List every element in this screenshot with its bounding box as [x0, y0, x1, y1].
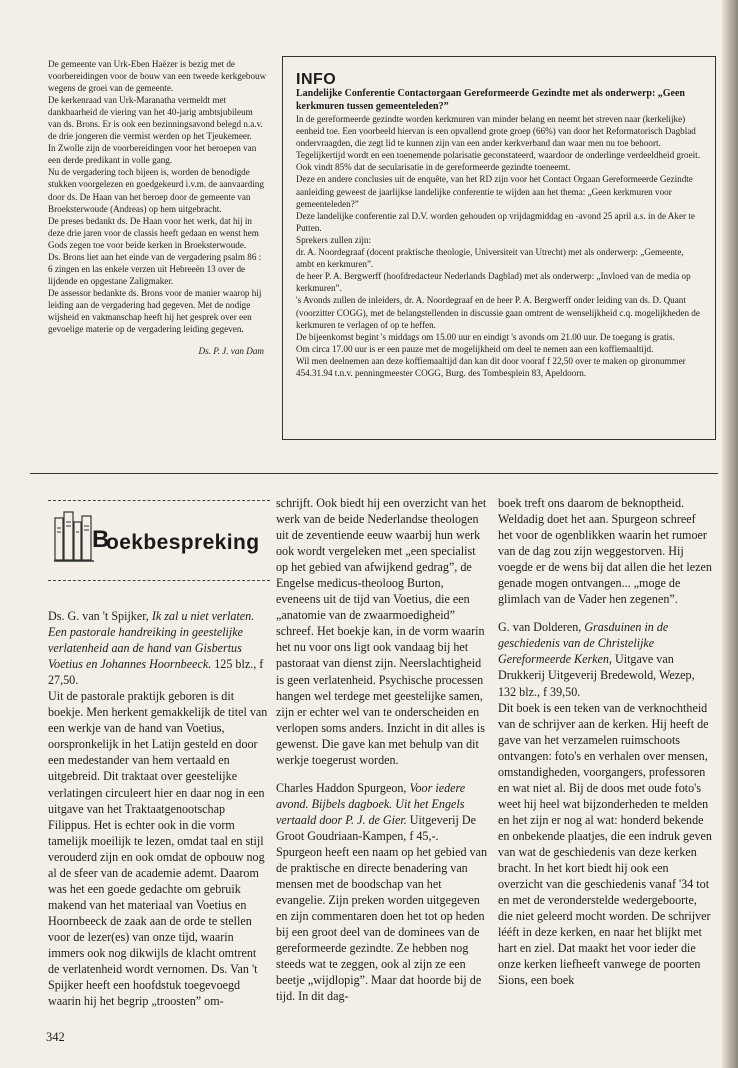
news-paragraph: De gemeente van Urk-Eben Haëzer is bezig met de voorbereidingen voor de bouw van een tweede kerkgebouw wegens de groei van de gemeente. — [48, 59, 267, 94]
book-review-text: boek treft ons daarom de beknoptheid. Weldadig doet het aan. Spurgeon schreef het voor de ogenblikken waarin het rumoer van de dag zou zijn weggestorven. Hij voegde er de wens bij dat allen die het lezen genade mogen ontvangen... „moge de glimlach van de Vader hen zegenen”. — [498, 496, 712, 607]
news-paragraph: In Zwolle zijn de voorbereidingen voor het beroepen van een derde predikant in volle gang. — [48, 143, 257, 166]
book-entry-heading — [498, 619, 712, 699]
book-title: Grasduinen in de geschiedenis van de Christelijke Gereformeerde Kerken, — [498, 620, 669, 667]
book-entry-heading — [276, 780, 488, 844]
info-paragraph: dr. A. Noordegraaf (docent praktische theologie, Universiteit van Utrecht) met als onderwerp: „Gemeente, ambt en kerkmuren”. — [296, 247, 684, 270]
info-heading: Landelijke Conferentie Contactorgaan Gereformeerde Gezindte met als onderwerp: „Geen kerkmuren tussen gemeenteleden?” — [296, 88, 685, 112]
book-title: Ik zal u niet verlaten. Een pastorale handreiking in geestelijke verlatenheid aan de hand van Gisbertus Voetius en Johannes Hoornbeeck. — [48, 609, 255, 672]
section-title: oekbespreking — [106, 531, 260, 554]
logo-initial: B — [92, 526, 110, 553]
book-title: Voor iedere avond. Bijbels dagboek. Uit het Engels vertaald door P. J. de Gier. — [276, 780, 466, 827]
book-review-text: Uit de pastorale praktijk geboren is dit boekje. Men herkent gemakkelijk de titel van een werkje van de hand van Voetius, oorspronkelijk in het Latijn gesteld en door een medestander van hem vertaald en uitgebreid. Dit traktaat over geestelijke verlatingen circuleert hier en daar nog in een uitgave van het Traktaatgenootschap Filippus. Het is echter ook in die vorm tamelijk moeilijk te lezen, omdat taal en stijl verouderd zijn en ook omdat de opbouw nog al de sfeer van de academie ademt. Daarom was het een goede gedachte om gebruik makend van het materiaal van Voetius en Hoornbeeck de zaak aan de orde te stellen voor de lezer(es) van onze tijd, waarin immers ook nog dikwijls de klacht omtrent de verlatenheid wordt vernomen. Ds. Van 't Spijker heeft een hoofdstuk toegevoegd waarin hij het begrip „troosten” om- — [48, 689, 268, 1009]
review-column-3 — [498, 495, 712, 988]
news-paragraph: De preses bedankt ds. De Haan voor het werk, dat hij in deze drie jaren voor de classis heeft gedaan en wenst hem Gods zegen toe voor beide kerken in Broeksterwoude. — [48, 215, 259, 250]
book-review-text: Dit boek is een teken van de verknochtheid van de schrijver aan de kerken. Hij heeft de gave van het verzamelen ruimschoots ontvangen: foto's en verhalen over mensen, omstandigheden, voorgangers, professoren en wat niet al. Bij de doos met oude foto's weet hij heel wat bijzonderheden te melden en het zijn er nog al wat: honderd bekende en onbekende plaatjes, die een indruk geven van wat de geschiedenis van deze kerken bracht. In het kort biedt hij ook een overzicht van die geschiedenis vanaf '34 tot en met de veronderstelde wedergeboorte, die niet geleerd mocht worden. De schrijver lééft in deze kerken, en naar het blijkt met hart en ziel. Dat maakt het voor ieder die onze kerken liefheeft vanwege de poorten Sions, een boek — [498, 700, 712, 988]
info-paragraph: De bijeenkomst begint 's middags om 15.00 uur en eindigt 's avonds om 21.00 uur. De toegang is gratis. — [296, 331, 675, 342]
news-paragraph: De assessor bedankte ds. Brons voor de manier waarop hij leiding aan de vergadering had gegeven. Met de nodige wijsheid en vakmanschap heeft hij het gesprek over een gevoelige materie op de vergadering leiding gegeven. — [48, 287, 262, 335]
book-author: Charles Haddon Spurgeon, — [276, 780, 410, 795]
info-paragraph: Deze landelijke conferentie zal D.V. worden gehouden op vrijdagmiddag en -avond 25 april a.s. in de Aker te Putten. — [296, 210, 695, 233]
book-meta: Uitgeverij De Groot Goudriaan-Kampen, f 45,-. — [276, 812, 476, 843]
dashed-rule — [48, 500, 270, 501]
news-paragraph: De kerkenraad van Urk-Maranatha vermeldt met dankbaarheid de viering van het 40-jarig ambtsjubileum van ds. Brons. Er is ook een bezinningsavond belegd n.a.v. de drie jongeren die vermist werden op het Tjeukemeer. — [48, 95, 263, 142]
info-paragraph: Om circa 17.00 uur is er een pauze met de mogelijkheid om deel te nemen aan een koffiemaaltijd. — [296, 343, 654, 354]
book-meta: Uitgave van Drukkerij Uitgeverij Bredewold, Wezep, 132 blz., f 39,50. — [498, 652, 695, 699]
book-review-header — [48, 496, 270, 586]
book-entry-heading — [48, 608, 270, 688]
info-paragraph: In de gereformeerde gezindte worden kerkmuren van minder belang en neemt het streven naar (kerkelijke) eenheid toe. Een voorbeeld hiervan is een opvallend grote groep (66%) van door het Reformatorisch Dagblad ondervraagden, die zegt lid te kunnen zijn van een ander kerkverband dan waar men nu toe behoort. Tegelijkertijd wordt en een toenemende polarisatie geconstateerd, waardoor de onderlinge verdeeldheid groeit. Ook vindt 85% dat de secularisatie in de gereformeerde gezindte toeneemt. — [296, 114, 700, 173]
book-author: G. van Dolderen, — [498, 620, 585, 635]
news-column — [48, 58, 268, 357]
book-review-text: schrijft. Ook biedt hij een overzicht van het werk van de beide Nederlandse theologen uit de zeventiende eeuw waarbij hun werk ook wordt vergeleken met „een specialist op het gebied van afwijkend gedrag”, de Engelse medicus-theoloog Burton, eveneens uit de tijd van Voetius, die een „anatomie van de zwaarmoedigheid” schreef. Het boekje kan, in de vorm waarin het nu voor ons ligt ook vandaag bij het pastoraat van dienst zijn. Neerslachtigheid is geen verlatenheid. Psychische processen hangen wel terdege met geestelijke samen, zijn er echter wel van te onderscheiden en verlopen soms anders. Inzicht in dit alles is gewenst. Die gave kan met behulp van dit werkje toegerust worden. — [276, 496, 487, 767]
info-paragraph: Deze en andere conclusies uit de enquête, van het RD zijn voor het Contact Orgaan Gereformeerde Gezindte aanleiding geweest de jaarlijkse landelijke conferentie te wijden aan het thema: „Geen kerkmuren voor gemeenteleden?” — [296, 174, 693, 209]
news-paragraph: Nu de vergadering toch bijeen is, worden de benodigde stukken voorgelezen en goedgekeurd i.v.m. de aanvaarding door ds. De Haan van het beroep door de gemeente van Broeksterwoude (Andreas) op hem uitgebracht. — [48, 167, 264, 214]
info-paragraph: de heer P. A. Bergwerff (hoofdredacteur Nederlands Dagblad) met als onderwerp: „Invloed van de media op kerkmuren”. — [296, 271, 691, 294]
info-box — [282, 56, 716, 440]
book-meta: 125 blz., f 27,50. — [48, 657, 264, 688]
page-number: 342 — [46, 1030, 65, 1044]
review-column-1 — [48, 608, 270, 1009]
book-review-logo — [48, 496, 270, 586]
info-title: INFO — [296, 71, 337, 88]
section-divider — [30, 473, 718, 474]
dashed-rule — [48, 580, 270, 581]
book-review-text: Spurgeon heeft een naam op het gebied van de praktische en directe benadering van mensen met de boodschap van het evangelie. Zijn preken worden uitgegeven en zijn commentaren doen het tot op heden bij een groot deel van de dominees van de gereformeerde gezindte. Ze hebben nog steeds wat te zeggen, ook al zijn ze een beetje „wijdlopig”. Maar dat hoorde bij de tijd. In dit dag- — [276, 844, 488, 1004]
info-paragraph: 's Avonds zullen de inleiders, dr. A. Noordegraaf en de heer P. A. Bergwerff onder leiding van ds. D. Quant (voorzitter COGG), met de belangstellenden in discussie gaan omtrent de wenselijkheid c.q. mogelijkheden de kerkmuren te verlagen of op te heffen. — [296, 295, 700, 330]
scan-edge-shadow — [722, 0, 738, 1068]
news-paragraph: Ds. Brons liet aan het einde van de vergadering psalm 86 : 6 zingen en las enkele verzen uit Hebreeën 13 over de lijdende en opgestane Zaligmaker. — [48, 251, 262, 286]
review-column-2 — [276, 495, 488, 1004]
info-paragraph: Sprekers zullen zijn: — [296, 234, 372, 245]
author-signature: Ds. P. J. van Dam — [198, 346, 264, 357]
book-author: Ds. G. van 't Spijker, — [48, 609, 152, 623]
info-paragraph: Wil men deelnemen aan deze koffiemaaltijd dan kan dit door vooraf f 22,50 over te maken op gironummer 454.31.94 t.n.v. penningmeester COGG, Burg. des Tombesplein 83, Apeldoorn. — [296, 355, 686, 378]
